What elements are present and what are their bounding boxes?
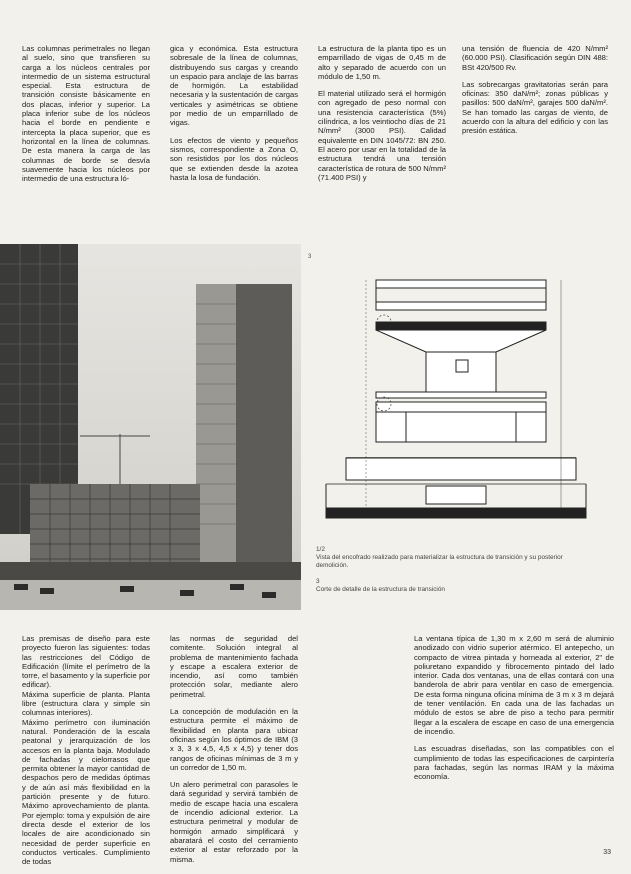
top-column-4 bbox=[462, 44, 608, 144]
paragraph: las normas de seguridad del comitente. Solución integral al problema de mantenimiento fachada y escape a escalera exterior de incendio, así como también protección solar, mediante alero perimetral. bbox=[170, 634, 298, 699]
paragraph: La concepción de modulación en la estructura permite el máximo de flexibilidad en planta para ubicar oficinas según los óptimos de IBM (3 x 3, 3 x 4,5, 4,5 x 4,5) y tener dos rangos de oficinas mínimas de 3 m y un corredor de 1,50 m. bbox=[170, 707, 298, 772]
building-photo bbox=[0, 244, 301, 610]
paragraph: La ventana típica de 1,30 m x 2,60 m será de aluminio anodizado con vidrio superior atérmico. El antepecho, un compacto de vitrea pintada y horneada al exterior, 2" de poliuretano expandido y fibrocemento pintado del lado interior. Cada dos ventanas, una de ellas contará con una banderola de abrir para ventilar en caso de emergencia. De esta forma ninguna oficina mínima de 3 m x 3 m dejará de tener ventilación. En cada una de las fachadas un módulo de estos se abre de piso a techo para permitir llegar a la escalera de escape en caso de una emergencia de incendio. bbox=[414, 634, 614, 736]
caption-number: 3 bbox=[316, 578, 320, 585]
paragraph: Las escuadras diseñadas, son las compatibles con el cumplimiento de todas las especificaciones de carpintería para fachadas, según las normas IRAM y la máxima economía. bbox=[414, 744, 614, 782]
caption-text: Corte de detalle de la estructura de transición bbox=[316, 586, 445, 594]
paragraph: Las premisas de diseño para este proyecto fueron las siguientes: todas las restricciones del Código de Edificación (límite el perímetro de la torre, el basamento y la superficie por edificar). bbox=[22, 634, 150, 690]
bottom-column-3 bbox=[414, 634, 614, 789]
caption-number: 1/2 bbox=[316, 546, 325, 553]
paragraph: Las sobrecargas gravitatorias serán para oficinas: 350 daN/m²; zonas públicas y pasillos: 500 daN/m², garajes 500 daN/m². Se han tomado las cargas de viento, de acuerdo con la altura del edificio y con las presión estática. bbox=[462, 79, 608, 136]
paragraph: Las columnas perimetrales no llegan al suelo, sino que transfieren su carga a los núcleos centrales por intermedio de un sistema estructural especial. Esta estructura de transición consiste básicamente en dos placas, inferior y superior. La placa inferior sube de los núcleos hacia el borde en pendiente e intercepta la placa superior, que es horizontal en la línea de columnas. De esta manera la carga de las columnas de borde se desvía suavemente hacia los núcleos por intermedio de una estructura ló- bbox=[22, 44, 150, 184]
building-photo-illustration bbox=[0, 244, 301, 610]
paragraph: La estructura de la planta tipo es un emparrillado de vigas de 0,45 m de alto y separado de acuerdo con un módulo de 1,50 m. bbox=[318, 44, 446, 81]
paragraph: Un alero perimetral con parasoles le dará seguridad y servirá también de medio de escape hacia una escalera de incendio adicional exterior. La estructura perimetral y modular de hormigón armado simplificará y abaratará el costo del cerramiento exterior al estar reforzado por la misma. bbox=[170, 780, 298, 864]
top-column-2 bbox=[170, 44, 298, 190]
bottom-column-2 bbox=[170, 634, 298, 872]
paragraph: Máxima superficie de planta. Planta libre (estructura clara y simple sin columnas interiores). bbox=[22, 689, 150, 718]
section-drawing-svg bbox=[306, 252, 606, 552]
paragraph: Máximo perímetro con iluminación natural. Ponderación de la escala peatonal y jerarquización de los accesos en la planta baja. Modulado de fachadas y cielorrasos que permita obtener la mayor cantidad de despachos pero de medidas óptimas y de aún así más flexibilidad en la partición presente y de futuro. Máximo aprovechamiento de planta. Por ejemplo: toma y expulsión de aire directa desde el exterior de los locales de aire acondicionado sin necesidad de perder superficie en conductos verticales. Cumplimiento de todas bbox=[22, 717, 150, 867]
figure-caption-2 bbox=[316, 578, 566, 594]
paragraph: El material utilizado será el hormigón con agregado de peso normal con una resistencia característica (5%) cilíndrica, a los veintiocho días de 21 N/mm² (3000 PSI). Calidad equivalente en DIN 1045/72: BN 250. El acero por usar en la totalidad de la estructura tendrá una tensión característica de rotura de 500 N/mm² (71.400 PSI) y bbox=[318, 89, 446, 182]
bottom-column-1 bbox=[22, 634, 150, 874]
top-column-3 bbox=[318, 44, 446, 190]
figure-caption-1 bbox=[316, 546, 566, 571]
page-number: 33 bbox=[603, 849, 611, 856]
paragraph: una tensión de fluencia de 420 N/mm² (60.000 PSI). Clasificación según DIN 488: BSt 420/500 Rv. bbox=[462, 44, 608, 72]
figure-number: 3 bbox=[308, 254, 312, 260]
paragraph: gica y económica. Esta estructura sobresale de la línea de columnas, distribuyendo sus cargas y creando un espacio para anclaje de las barras de hormigón. La estabilidad necesaria y la sustentación de cargas verticales y asimétricas se obtiene por medio de un emparrillado de vigas. bbox=[170, 44, 298, 128]
transition-structure-section-drawing bbox=[306, 252, 606, 552]
caption-text: Vista del encofrado realizado para materializar la estructura de transición y su posterior demolición. bbox=[316, 554, 563, 570]
paragraph: Los efectos de viento y pequeños sismos, correspondiente a Zona O, son resistidos por los dos núcleos que se extienden desde la azotea hasta la losa de fundación. bbox=[170, 135, 298, 182]
top-column-1 bbox=[22, 44, 150, 191]
